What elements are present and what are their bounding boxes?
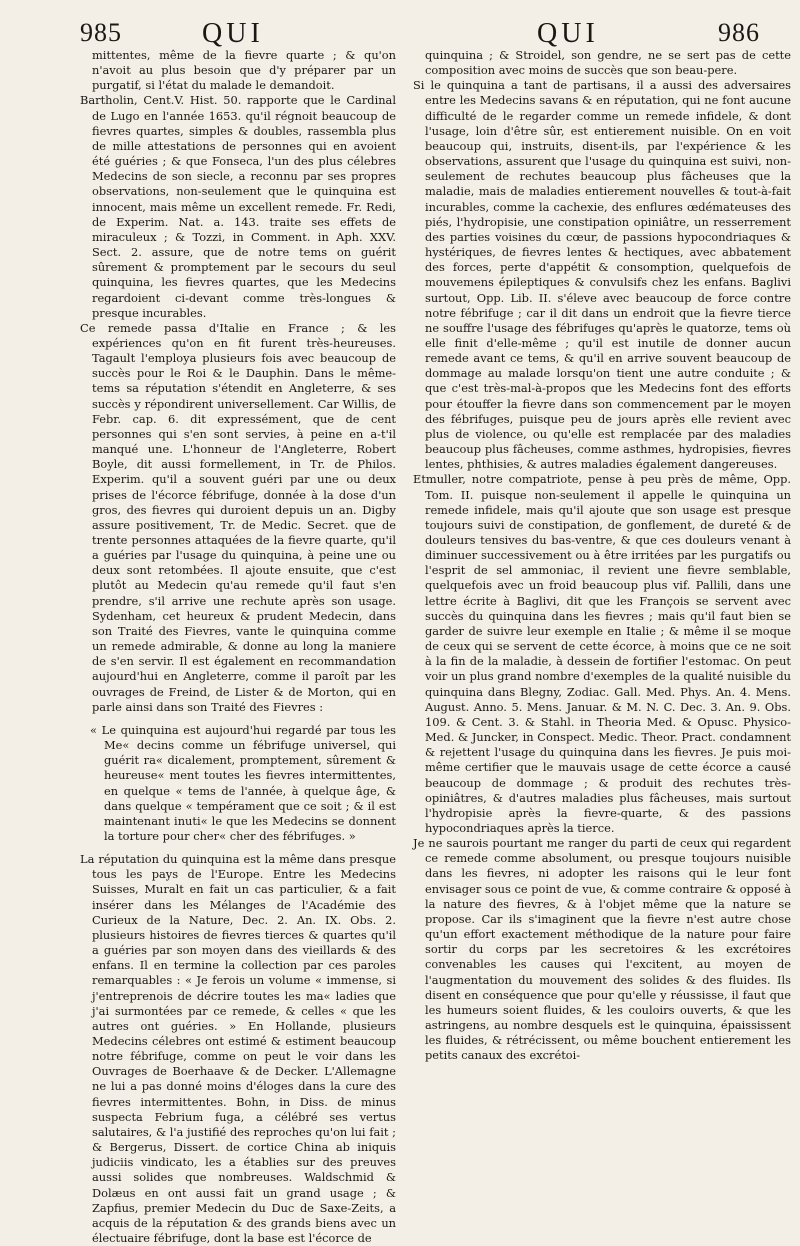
paragraph: Bartholin, Cent.V. Hist. 50. rapporte que le Cardinal de Lugo en l'année 1653. qu'il régnoit beaucoup de fievres quartes, simples & doubles, rassembla plus de mille attestations de personnes qui en avoient été guéries ; & que Fonseca, l'un des plus célebres Medecins de son siecle, a reconnu par ses propres observations, non-seulement que le quinquina est innocent, mais même un excellent remede. Fr. Redi, de Experim. Nat. a. 143. traite ses effets de miraculeux ; & Tozzi, in Comment. in Aph. XXV. Sect. 2. assure, que de notre tems on guérit sûrement & promptement par le secours du seul quinquina, les fievres quartes, que les Medecins regardoient ci-devant comme très-longues & presque incurables. xyxy=(80,93,396,320)
paragraph: Ce remede passa d'Italie en France ; & les expériences qu'on en fit furent très-heureuses. Tagault l'employa plusieurs fois avec beaucoup de succès pour le Roi & le Dauphin. Dans le même-tems sa réputation s'étendit en Angleterre, & ses succès y répondirent universellement. Car Willis, de Febr. cap. 6. dit expressément, que de cent personnes qui s'en sont servies, à peine en a-t'il manqué une. L'honneur de l'Angleterre, Robert Boyle, dit aussi formellement, in Tr. de Philos. Experim. qu'il a souvent guéri par une ou deux prises de l'écorce fébrifuge, donnée à la dose d'un gros, des fievres qui duroient depuis un an. Digby assure positivement, Tr. de Medic. Secret. que de trente personnes attaquées de la fievre quarte, qu'il a guéries par l'usage du quinquina, à peine une ou deux sont retombées. Il ajoute ensuite, que c'est plutôt au Medecin qu'au remede qu'il faut s'en prendre, s'il arrive une rechute après son usage. Sydenham, cet heureux & prudent Medecin, dans son Traité des Fievres, vante le quinquina comme un remede admirable, & donne au long la maniere de s'en servir. Il est également en recommandation aujourd'hui en Angleterre, comme il paroît par les ouvrages de Freind, de Lister & de Morton, qui en parle ainsi dans son Traité des Fievres : xyxy=(80,320,396,714)
left-column xyxy=(80,48,396,1246)
paragraph: quinquina ; & Stroidel, son gendre, ne se sert pas de cette composition avec moins de succès que son beau-pere. xyxy=(425,48,791,78)
paragraph: Je ne saurois pourtant me ranger du parti de ceux qui regardent ce remede comme absolument, ou presque toujours nuisible dans les fievres, ni adopter les raisons qui le leur font envisager sous ce point de vue, & comme contraire & opposé à la nature des fievres, & à l'objet même que la nature se propose. Car ils s'imaginent que la fievre n'est autre chose qu'un effort exactement méthodique de la nature pour faire sortir du corps par les secretoires & les excrétoires convenables les causes qui l'excitent, au moyen de l'augmentation du mouvement des solides & des fluides. Ils disent en conséquence que pour qu'elle y réussisse, il faut que les humeurs soient fluides, & les couloirs ouverts, & que les astringens, au nombre desquels est le quinquina, épaississent les fluides, & rétrécissent, ou même bouchent entierement les petits canaux des excrétoi- xyxy=(413,836,791,1063)
running-header xyxy=(0,12,800,48)
block-quote: « Le quinquina est aujourd'hui regardé par tous les Me« decins comme un fébrifuge universel, qui guérit ra« dicalement, promptement, sûrement & heureuse« ment toutes les fievres intermittentes, en quelque « tems de l'année, à quelque âge, & dans quelque « tempérament que ce soit ; & il est maintenant inuti« le que les Medecins se donnent la torture pour cher« cher des fébrifuges. » xyxy=(90,722,396,843)
header-keyword-right: QUI xyxy=(537,18,599,49)
page-number-right: 986 xyxy=(718,18,760,47)
paragraph: La réputation du quinquina est la même dans presque tous les pays de l'Europe. Entre les Medecins Suisses, Muralt en fait un cas particulier, & a fait insérer dans les Mélanges de l'Académie des Curieux de la Nature, Dec. 2. An. IX. Obs. 2. plusieurs histoires de fievres tierces & quartes qu'il a guéries par son moyen dans des vieillards & des enfans. Il en termine la collection par ces paroles remarquables : « Je ferois un volume « immense, si j'entreprenois de décrire toutes les ma« ladies que j'ai surmontées par ce remede, & celles « que les autres ont guéries. » En Hollande, plusieurs Medecins célebres ont estimé & estiment beaucoup notre fébrifuge, comme on peut le voir dans les Ouvrages de Boerhaave & de Decker. L'Allemagne ne lui a pas donné moins d'éloges dans la cure des fievres intermittentes. Bohn, in Diss. de minus suspecta Febrium fuga, a célébré ses vertus salutaires, & l'a justifié des reproches qu'on lui fait ; & Bergerus, Dissert. de cortice China ab iniquis judiciis vindicato, les a établies sur des preuves aussi solides que nombreuses. Waldschmid & Dolæus en ont aussi fait un grand usage ; & Zapfius, premier Medecin du Duc de Saxe-Zeits, a acquis de la réputation & des grands biens avec un électuaire fébrifuge, dont la base est l'écorce de xyxy=(80,852,396,1246)
right-column xyxy=(413,48,791,1130)
page-number-left: 985 xyxy=(80,18,122,47)
header-keyword-left: QUI xyxy=(202,18,264,49)
paragraph: Si le quinquina a tant de partisans, il a aussi des adversaires entre les Medecins savans & en réputation, qui ne font aucune difficulté de le regarder comme un remede infidele, & dont l'usage, loin d'être sûr, est entierement nuisible. On en voit beaucoup qui, instruits, disent-ils, par l'expérience & les observations, assurent que l'usage du quinquina est suivi, non-seulement de rechutes beaucoup plus fâcheuses que la maladie, mais de maladies entierement nouvelles & tout-à-fait incurables, comme la cachexie, des enflures œdémateuses des piés, l'hydropisie, une constipation opiniâtre, un resserrement des parties voisines du cœur, de passions hypocondriaques & hystériques, de fievres lentes & hectiques, avec abbatement des forces, perte d'appétit & consomption, quelquefois de mouvemens épileptiques & convulsifs chez les enfans. Baglivi surtout, Opp. Lib. II. s'éleve avec beaucoup de force contre notre fébrifuge ; car il dit dans un endroit que la fievre tierce ne souffre l'usage des fébrifuges qu'après le quatorze, tems où elle finit d'elle-même ; qu'il est inutile de donner aucun remede avant ce tems, & qu'il en arrive souvent beaucoup de dommage au malade lorsqu'on tient une autre conduite ; & que c'est très-mal-à-propos que les Medecins font des efforts pour étouffer la fievre dans son commencement par le moyen des fébrifuges, puisque peu de jours après elle revient avec plus de violence, ou qu'elle est remplacée par des maladies beaucoup plus fâcheuses, comme asthmes, hydropisies, fievres lentes, phthisies, & autres maladies également dangereuses. xyxy=(413,78,791,472)
paragraph: Etmuller, notre compatriote, pense à peu près de même, Opp. Tom. II. puisque non-seulement il appelle le quinquina un remede infidele, mais qu'il ajoute que son usage est presque toujours suivi de constipation, de gonflement, de dureté & de douleurs tensives du bas-ventre, & que ces douleurs venant à diminuer successivement ou à être irritées par les purgatifs ou l'esprit de sel ammoniac, il revient une fievre semblable, quelquefois avec un froid beaucoup plus vif. Pallili, dans une lettre écrite à Baglivi, dit que les François se servent avec succès du quinquina dans les fievres ; mais qu'il faut bien se garder de suivre leur exemple en Italie ; & même il se moque de ceux qui se servent de cette écorce, à moins que ce ne soit à la fin de la maladie, à dessein de fortifier l'estomac. On peut voir un plus grand nombre d'exemples de la qualité nuisible du quinquina dans Blegny, Zodiac. Gall. Med. Phys. An. 4. Mens. August. Anno. 5. Mens. Januar. & M. N. C. Dec. 3. An. 9. Obs. 109. & Cent. 3. & Stahl. in Theoria Med. & Opusc. Physico-Med. & Juncker, in Conspect. Medic. Theor. Pract. condamnent & rejettent l'usage du quinquina dans les fievres. Je puis moi-même certifier que le mauvais usage de cette écorce a causé beaucoup de dommage ; & produit des rechutes très-opiniâtres, & d'autres maladies plus fâcheuses, mais surtout l'hydropisie après la fievre-quarte, & des passions hypocondriaques après la tierce. xyxy=(413,472,791,835)
paragraph: mittentes, même de la fievre quarte ; & qu'on n'avoit au plus besoin que d'y préparer par un purgatif, si l'état du malade le demandoit. xyxy=(92,48,396,93)
